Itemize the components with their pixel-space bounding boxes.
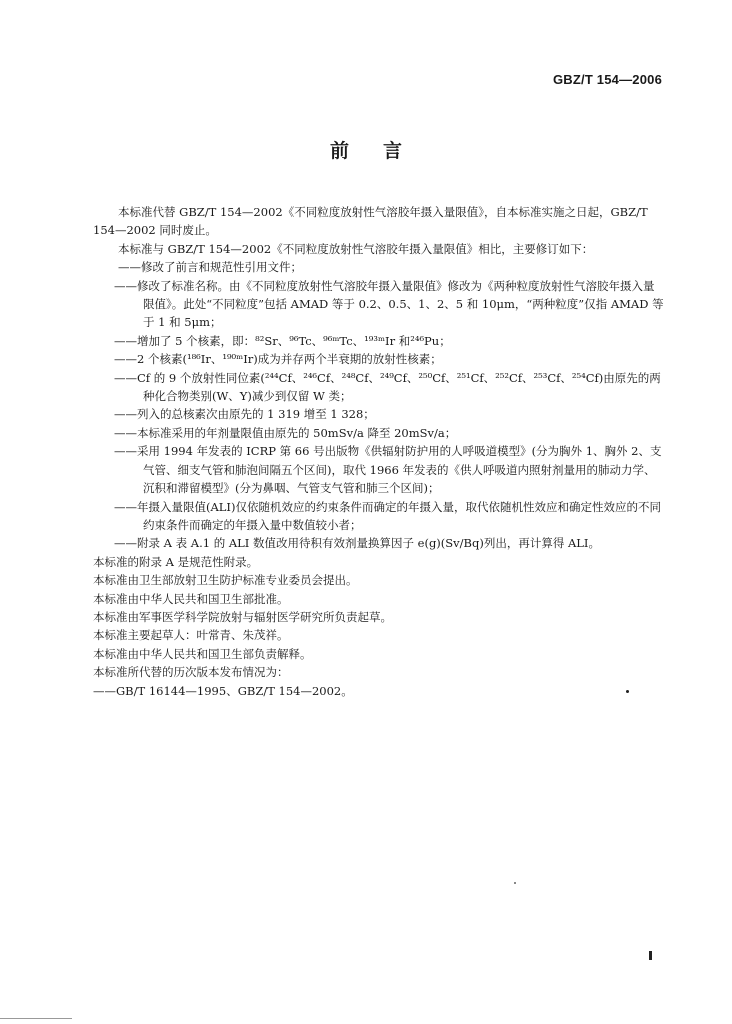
change-item: ——年摄入量限值(ALI)仅依随机效应的约束条件而确定的年摄入量，取代依随机性效应和确定性效应的不同约束条件而确定的年摄入量中数值较小者； bbox=[114, 499, 661, 532]
change-item: ——修改了标准名称。由《不同粒度放射性气溶胶年摄入量限值》修改为《两种粒度放射性气溶胶年摄入量限值》。此处“不同粒度”包括 AMAD 等于 0.2、0.5、1、2、5 和 10μm，“两种粒度”仅指 AMAD 等于 1 和 5μm； bbox=[114, 278, 664, 330]
change-item: ——本标准采用的年剂量限值由原先的 50mSv/a 降至 20mSv/a； bbox=[114, 425, 457, 440]
statement: 本标准的附录 A 是规范性附录。 bbox=[93, 554, 259, 569]
change-item: ——2 个核素(¹⁸⁶Ir、¹⁹⁰ᵐIr)成为并存两个半衰期的放射性核素； bbox=[114, 352, 442, 367]
scan-edge-line bbox=[0, 1018, 72, 1019]
change-item: ——增加了 5 个核素，即：⁸²Sr、⁹⁶Tc、⁹⁶ᵐTc、¹⁹³ᵐIr 和²⁴⁶Pu； bbox=[114, 333, 451, 348]
change-item: ——修改了前言和规范性引用文件； bbox=[118, 260, 302, 275]
scan-speck bbox=[626, 690, 629, 693]
foreword-body bbox=[93, 203, 665, 700]
statement: 本标准主要起草人：叶常青、朱茂祥。 bbox=[93, 628, 289, 643]
standard-code: GBZ/T 154—2006 bbox=[552, 72, 662, 87]
statement: 本标准由卫生部放射卫生防护标准专业委员会提出。 bbox=[93, 573, 358, 588]
history-item: ——GB/T 16144—1995、GBZ/T 154—2002。 bbox=[93, 683, 353, 698]
statement: 本标准所代替的历次版本发布情况为： bbox=[93, 665, 289, 680]
change-item: ——列入的总核素次由原先的 1 319 增至 1 328； bbox=[114, 407, 375, 422]
paragraph-revision-intro: 本标准与 GBZ/T 154—2002《不同粒度放射性气溶胶年摄入量限值》相比，主要修订如下： bbox=[118, 241, 594, 256]
page-title: 前言 bbox=[329, 140, 436, 162]
statement: 本标准由中华人民共和国卫生部批准。 bbox=[93, 591, 289, 606]
paragraph-replacement: 本标准代替 GBZ/T 154—2002《不同粒度放射性气溶胶年摄入量限值》，自本标准实施之日起，GBZ/T 154—2002 同时废止。 bbox=[93, 205, 648, 238]
change-item: ——附录 A 表 A.1 的 ALI 数值改用待积有效剂量换算因子 e(g)(Sv/Bq)列出，再计算得 ALI。 bbox=[114, 536, 600, 551]
statement: 本标准由中华人民共和国卫生部负责解释。 bbox=[93, 646, 312, 661]
change-item: ——采用 1994 年发表的 ICRP 第 66 号出版物《供辐射防护用的人呼吸道模型》(分为胸外 1、胸外 2、支气管、细支气管和肺泡间隔五个区间)，取代 1966 年发表的《供人呼吸道内照射剂量用的肺动力学、沉积和滞留模型》(分为鼻咽、气管支气管和肺三个区间)； bbox=[114, 444, 662, 496]
change-item: ——Cf 的 9 个放射性同位素(²⁴⁴Cf、²⁴⁶Cf、²⁴⁸Cf、²⁴⁹Cf、²⁵⁰Cf、²⁵¹Cf、²⁵²Cf、²⁵³Cf、²⁵⁴Cf)由原先的两种化合物类别(W、Y)减少到仅留 W 类； bbox=[114, 370, 661, 404]
statement: 本标准由军事医学科学院放射与辐射医学研究所负责起草。 bbox=[93, 609, 392, 624]
page-number-mark bbox=[649, 951, 652, 960]
scan-speck bbox=[514, 882, 516, 884]
